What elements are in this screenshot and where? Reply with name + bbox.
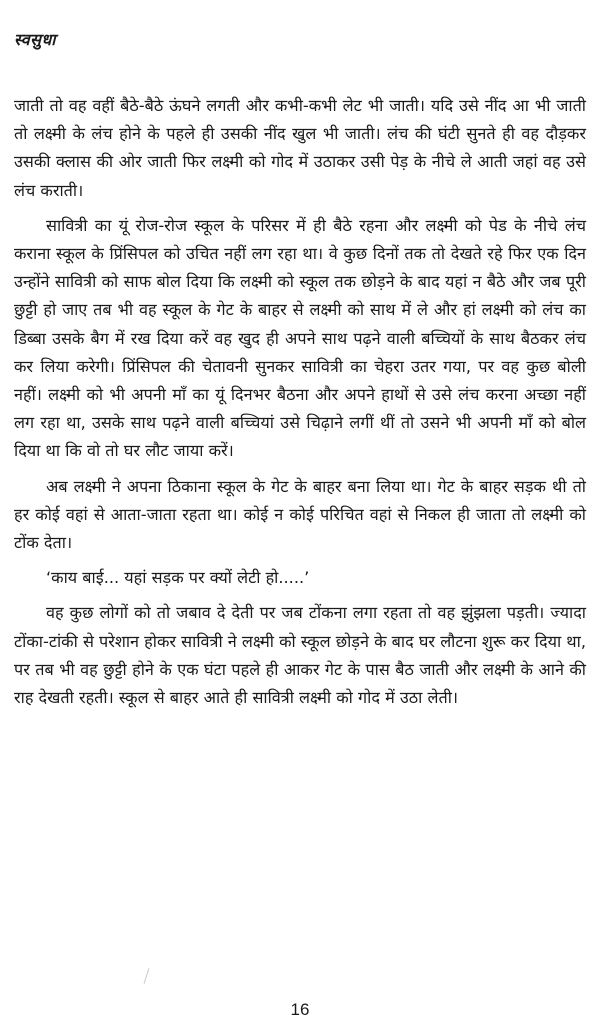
paragraph-2: सावित्री का यूं रोज-रोज स्कूल के परिसर में ही बैठे रहना और लक्ष्मी को पेड के नीचे लंच कराना स्कूल के प्रिंसिपल को उचित नहीं लग रहा था। वे कुछ दिनों तक तो देखते रहे फिर एक दिन उन्होंने सावित्री को साफ बोल दिया कि लक्ष्मी को स्कूल तक छोड़ने के बाद यहां न बैठे और जब पूरी छुट्टी हो जाए तब भी वह स्कूल के गेट के बाहर से लक्ष्मी को साथ में ले और हां लक्ष्मी को लंच का डिब्बा उसके बैग में रख दिया करें वह खुद ही अपने साथ पढ़ने वाली बच्चियों के साथ बैठकर लंच कर लिया करेगी। प्रिंसिपल की चेतावनी सुनकर सावित्री का चेहरा उतर गया, पर वह कुछ बोली नहीं। लक्ष्मी को भी अपनी माँ का यूं दिनभर बैठना और अपने हाथों से उसे लंच करना अच्छा नहीं लग रहा था, उसके साथ पढ़ने वाली बच्चियां उसे चिढ़ाने लगीं थीं तो उसने भी अपनी माँ को बोल दिया था कि वो तो घर लौट जाया करें। — [14, 215, 586, 461]
page-number: 16 — [290, 1000, 310, 1019]
dialogue-line: ‘काय बाई... यहां सड़क पर क्यों लेटी हो.....’ — [46, 568, 310, 588]
paragraph-3: अब लक्ष्मी ने अपना ठिकाना स्कूल के गेट के बाहर बना लिया था। गेट के बाहर सड़क थी तो हर कोई वहां से आता-जाता रहता था। कोई न कोई परिचित वहां से निकल ही जाता तो लक्ष्मी को टोंक देता। — [14, 476, 586, 553]
paragraph-5: वह कुछ लोगों को तो जबाव दे देती पर जब टोंकना लगा रहता तो वह झुंझला पड़ती। ज्यादा टोंका-टांकी से परेशान होकर सावित्री ने लक्ष्मी को स्कूल छोड़ने के बाद घर लौटना शुरू कर दिया था, पर तब भी वह छुट्टी होने के एक घंटा पहले ही आकर गेट के पास बैठ जाती और लक्ष्मी के आने की राह देखती रहती। स्कूल से बाहर आते ही सावित्री लक्ष्मी को गोद में उठा लेती। — [14, 603, 586, 708]
scan-mark — [144, 968, 150, 984]
body-text — [14, 92, 586, 719]
running-header: स्वसुधा — [14, 30, 56, 49]
paragraph-1: जाती तो वह वहीं बैठे-बैठे ऊंघने लगती और कभी-कभी लेट भी जाती। यदि उसे नींद आ भी जाती तो लक्ष्मी के लंच होने के पहले ही उसकी नींद खुल भी जाती। लंच की घंटी सुनते ही वह दौड़कर उसकी क्लास की ओर जाती फिर लक्ष्मी को गोद में उठाकर उसी पेड़ के नीचे ले आती जहां वह उसे लंच कराती। — [14, 96, 586, 200]
